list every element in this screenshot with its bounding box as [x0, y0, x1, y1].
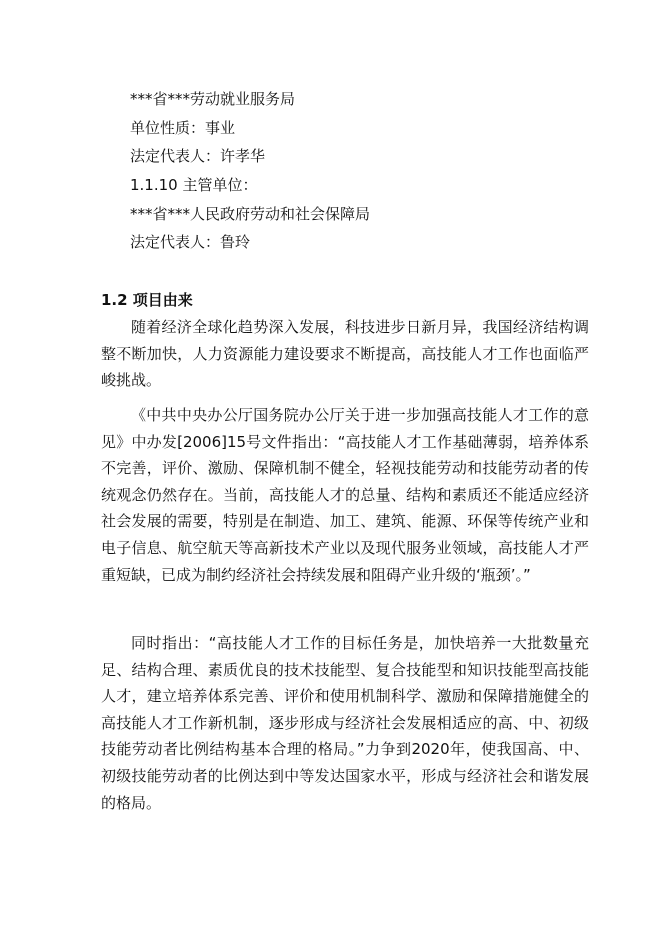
- section-heading: 1.2 项目由来: [101, 291, 193, 309]
- info-line-supervisor-rep: 法定代表人：鲁玲: [130, 233, 251, 251]
- paragraph-goals: 同时指出：“高技能人才工作的目标任务是，加快培养一大批数量充足、结构合理、素质优良的技术技能型、复合技能型和知识技能型高技能人才，建立培养体系完善、评价和使用机制科学、激励和保障措施健全的高技能人才工作新机制，逐步形成与经济社会发展相适应的高、中、初级技能劳动者比例结构基本合理的格局。”力争到2020年，使我国高、中、初级技能劳动者的比例达到中等发达国家水平，形成与经济社会和谐发展的格局。: [101, 634, 589, 812]
- info-line-supervisor: ***省***人民政府劳动和社会保障局: [130, 205, 371, 223]
- paragraph-intro: 随着经济全球化趋势深入发展，科技进步日新月异，我国经济结构调整不断加快，人力资源能力建设要求不断提高，高技能人才工作也面临严峻挑战。: [101, 318, 589, 390]
- info-line-legal-rep: 法定代表人：许孝华: [130, 147, 266, 165]
- info-line-supervisor-heading: 1.1.10 主管单位：: [130, 176, 258, 194]
- info-line-unit-nature: 单位性质：事业: [130, 119, 236, 137]
- info-line-bureau: ***省***劳动就业服务局: [130, 90, 296, 108]
- paragraph-policy-quote: 《中共中央办公厅国务院办公厅关于进一步加强高技能人才工作的意见》中办发[2006]15号文件指出：“高技能人才工作基础薄弱，培养体系不完善，评价、激励、保障机制不健全，轻视技能劳动和技能劳动者的传统观念仍然存在。当前，高技能人才的总量、结构和素质还不能适应经济社会发展的需要，特别是在制造、加工、建筑、能源、环保等传统产业和电子信息、航空航天等高新技术产业以及现代服务业领域，高技能人才严重短缺，已成为制约经济社会持续发展和阻碍产业升级的‘瓶颈’。”: [101, 406, 589, 584]
